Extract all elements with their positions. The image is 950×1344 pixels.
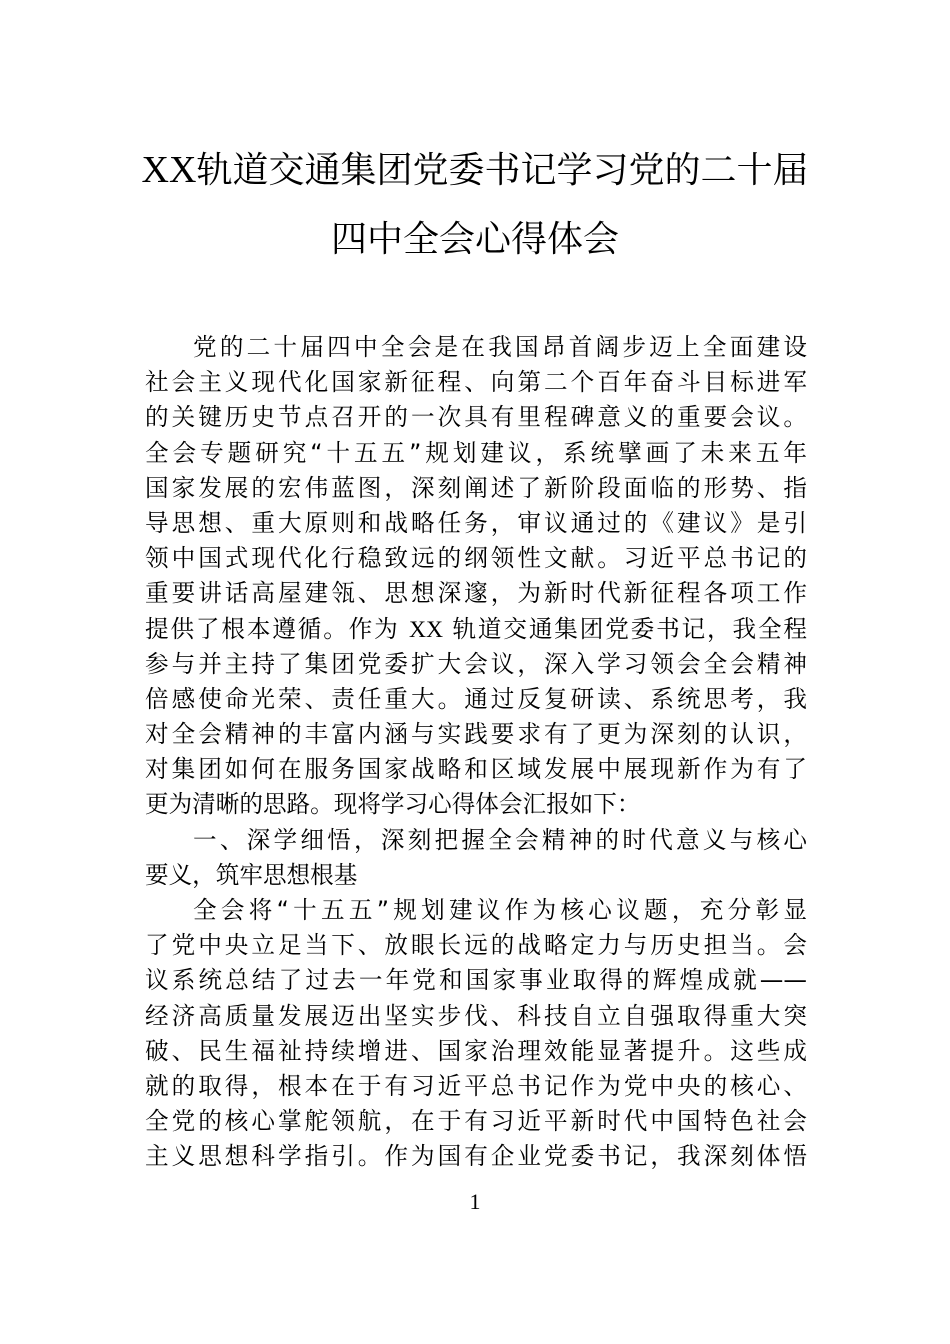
section-heading-line: 一、深学细悟，深刻把握全会精神的时代意义与核心 [193, 825, 807, 854]
paragraph-1-line: 重要讲话高屋建瓴、思想深邃，为新时代新征程各项工作 [145, 579, 807, 608]
paragraph-1-line: 对集团如何在服务国家战略和区域发展中展现新作为有了 [145, 755, 807, 784]
paragraph-2-line: 了党中央立足当下、放眼长远的战略定力与历史担当。会 [145, 931, 807, 960]
document-title-line-2: 四中全会心得体会 [330, 219, 619, 260]
title-prefix: XX [141, 149, 197, 191]
paragraph-2-line: 主义思想科学指引。作为国有企业党委书记，我深刻体悟 [145, 1142, 807, 1171]
paragraph-1-line: 的关键历史节点召开的一次具有里程碑意义的重要会议。 [145, 403, 807, 432]
paragraph-2-line: 全党的核心掌舵领航，在于有习近平新时代中国特色社会 [145, 1107, 807, 1136]
paragraph-1-line: 领中国式现代化行稳致远的纲领性文献。习近平总书记的 [145, 544, 807, 573]
paragraph-1-line: 倍感使命光荣、责任重大。通过反复研读、系统思考，我 [145, 684, 807, 713]
paragraph-2-line: 议系统总结了过去一年党和国家事业取得的辉煌成就—— [145, 966, 807, 995]
paragraph-2-line: 就的取得，根本在于有习近平总书记作为党中央的核心、 [145, 1071, 807, 1100]
paragraph-2-line: 经济高质量发展迈出坚实步伐、科技自立自强取得重大突 [145, 1001, 807, 1030]
document-title-line-1 [140, 148, 810, 193]
paragraph-1-line: 社会主义现代化国家新征程、向第二个百年奋斗目标进军 [145, 368, 807, 397]
paragraph-1-line: 党的二十届四中全会是在我国昂首阔步迈上全面建设 [193, 333, 807, 361]
paragraph-1-line: 对全会精神的丰富内涵与实践要求有了更为深刻的认识， [145, 720, 807, 749]
line-segment: 提供了根本遵循。作为 [145, 614, 400, 643]
paragraph-1-line: 参与并主持了集团党委扩大会议，深入学习领会全会精神 [145, 649, 807, 678]
paragraph-1-line: 全会专题研究“十五五”规划建议，系统擘画了未来五年 [145, 438, 807, 467]
document-body [145, 330, 807, 1175]
title-rest: 轨道交通集团党委书记学习党的二十届 [196, 150, 809, 191]
paragraph-1-line: 国家发展的宏伟蓝图，深刻阐述了新阶段面临的形势、指 [145, 473, 807, 502]
section-heading-line: 要义，筑牢思想根基 [145, 860, 358, 889]
line-segment-latin: XX [408, 616, 444, 643]
paragraph-1-line-mixed [145, 612, 807, 647]
paragraph-1-line: 导思想、重大原则和战略任务，审议通过的《建议》是引 [145, 508, 807, 537]
paragraph-2-line: 全会将“十五五”规划建议作为核心议题，充分彰显 [193, 896, 807, 924]
paragraph-1-line: 更为清晰的思路。现将学习心得体会汇报如下： [145, 790, 641, 819]
line-segment: 轨道交通集团党委书记，我全程 [452, 614, 807, 643]
page-number: 1 [469, 1189, 481, 1214]
paragraph-2-line: 破、民生福祉持续增进、国家治理效能显著提升。这些成 [145, 1036, 807, 1065]
